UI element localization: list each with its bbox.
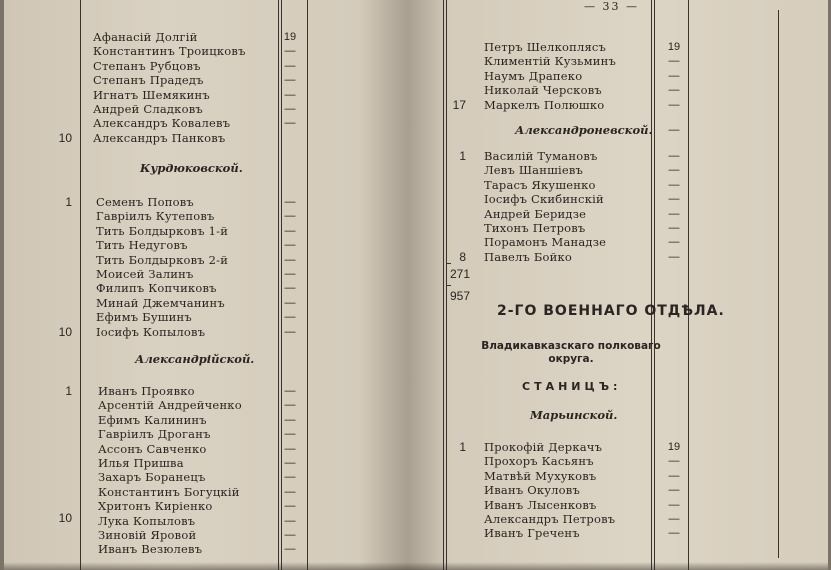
- person-name: Афанасій Долгій: [93, 30, 198, 44]
- subtotal-number: 8: [459, 249, 466, 264]
- column-rule: [443, 0, 444, 570]
- count-value: —: [284, 442, 296, 455]
- count-value: —: [668, 236, 680, 249]
- person-name: Минай Джемчанинъ: [96, 295, 225, 310]
- person-name: Прохоръ Касьянъ: [484, 454, 594, 469]
- person-name: Иванъ Греченъ: [484, 526, 580, 541]
- column-rule: [778, 10, 779, 558]
- person-name: Иванъ Везюлевъ: [98, 542, 203, 557]
- total-rule: [446, 285, 451, 286]
- first-number: 1: [459, 440, 466, 454]
- count-value: —: [668, 164, 680, 177]
- subtotal-number: 17: [452, 97, 466, 112]
- count-value: —: [668, 527, 680, 540]
- person-name: Филипъ Копчиковъ: [96, 281, 217, 296]
- person-name: Илья Пришва: [98, 456, 184, 470]
- count-value: —: [284, 413, 296, 426]
- count-value: —: [284, 385, 296, 397]
- count-value: —: [284, 103, 296, 115]
- person-name: Гавріилъ Дроганъ: [98, 427, 211, 442]
- count-value: —: [668, 150, 680, 162]
- person-name: Александръ Панковъ: [93, 130, 226, 145]
- right-page: [408, 0, 831, 570]
- person-name: Тить Болдырковъ 2-й: [96, 252, 229, 267]
- total-number: 957: [449, 289, 470, 303]
- count-value: —: [284, 268, 296, 280]
- person-name: Моисей Залинъ: [96, 267, 194, 281]
- person-name: Тихонъ Петровъ: [484, 221, 586, 235]
- stations-label: СТАНИЦЪ:: [522, 380, 622, 393]
- count-value: —: [284, 500, 296, 513]
- column-rule: [307, 0, 308, 570]
- count-value: —: [668, 55, 680, 68]
- person-name: Гавріилъ Кутеповъ: [96, 209, 215, 224]
- count-value: —: [284, 45, 296, 58]
- person-name: Николай Черсковъ: [484, 83, 602, 98]
- person-name: Левъ Шаншіевъ: [484, 163, 584, 178]
- subtotal-number: 10: [58, 130, 72, 145]
- total-number: 271: [449, 267, 470, 281]
- subtotal-number: 10: [58, 511, 72, 525]
- person-name: Константинъ Троицковъ: [93, 44, 246, 59]
- person-name: Наумъ Драпеко: [484, 68, 583, 83]
- count-value: —: [668, 250, 680, 263]
- count-value: —: [284, 457, 296, 469]
- count-value: —: [284, 239, 296, 252]
- person-name: Тить Недуговъ: [96, 238, 188, 253]
- column-rule: [80, 0, 81, 570]
- count-value: —: [668, 193, 680, 206]
- count-value: —: [284, 196, 296, 208]
- count-value: —: [668, 455, 680, 468]
- person-name: Андрей Беридзе: [484, 206, 587, 221]
- count-value: —: [284, 253, 296, 266]
- section-subtitle-line2: округа.: [548, 353, 594, 365]
- page-number: — 33 —: [584, 0, 639, 13]
- count-value: —: [668, 484, 680, 497]
- person-name: Маркелъ Полюшко: [484, 97, 605, 112]
- person-name: Иванъ Проявко: [98, 384, 195, 398]
- person-name: Тить Болдырковъ 1-й: [96, 223, 229, 238]
- count-value: —: [668, 69, 680, 82]
- count-value: 19: [667, 41, 681, 53]
- person-name: Зиновій Яровой: [98, 528, 197, 542]
- count-value: —: [668, 513, 680, 525]
- person-name: Хритонъ Кирiенко: [98, 499, 213, 514]
- count-value: 19: [667, 441, 681, 453]
- person-name: Павелъ Бойко: [484, 249, 572, 264]
- person-name: Захаръ Боранецъ: [98, 470, 206, 485]
- section-title: 2-ГО ВОЕННАГО ОТДѢЛА.: [497, 303, 725, 319]
- stanitsa-heading-marinskaya: Марьинской.: [530, 408, 618, 422]
- count-value: —: [284, 74, 296, 87]
- person-name: Ефимъ Калининъ: [98, 412, 207, 427]
- person-name: Семенъ Поповъ: [96, 195, 194, 209]
- count-value: —: [284, 514, 296, 527]
- count-value: —: [284, 282, 296, 295]
- column-rule: [688, 0, 689, 570]
- column-rule: [651, 0, 652, 570]
- person-name: Порамонъ Манадзе: [484, 235, 607, 250]
- subtotal-number: 10: [58, 324, 72, 339]
- count-value: —: [284, 543, 296, 556]
- person-name: Ефимъ Бушинъ: [96, 310, 192, 325]
- count-value: —: [284, 224, 296, 237]
- person-name: Иванъ Лысенковъ: [484, 497, 597, 512]
- person-name: Иванъ Окуловъ: [484, 483, 580, 498]
- count-value: —: [284, 325, 296, 338]
- count-value: —: [284, 399, 296, 412]
- stanitsa-heading-kurdyukovskaya: Курдюковской.: [140, 161, 243, 175]
- column-rule: [654, 0, 655, 570]
- person-name: Іосифъ Скибинскій: [484, 192, 604, 207]
- person-name: Лука Копыловъ: [98, 513, 196, 528]
- person-name: Андрей Сладковъ: [93, 102, 203, 116]
- count-value: —: [284, 485, 296, 498]
- count-value: —: [284, 88, 296, 101]
- count-value: —: [668, 98, 680, 111]
- person-name: Арсентій Андрейченко: [98, 398, 242, 413]
- section-subtitle-line1: Владикавказскаго полковаго: [481, 340, 661, 352]
- count-value: —: [668, 178, 680, 191]
- count-value: —: [284, 210, 296, 223]
- count-value: —: [668, 498, 680, 511]
- person-name: Игнатъ Шемякинъ: [93, 87, 210, 102]
- count-value: 19: [283, 31, 297, 43]
- first-number: 1: [65, 384, 72, 398]
- person-name: Климентій Кузьминъ: [484, 54, 617, 69]
- count-value: —: [668, 222, 680, 234]
- person-name: Александръ Петровъ: [484, 512, 616, 526]
- person-name: Тарасъ Якушенко: [484, 177, 596, 192]
- first-number: 1: [459, 149, 466, 163]
- count-value: —: [284, 471, 296, 484]
- person-name: Петръ Шелкоплясъ: [484, 40, 607, 54]
- stanitsa-heading-aleksandronevskaya: Александроневской.: [515, 123, 653, 137]
- stanitsa-heading-aleksandriyskaya: Александрійской.: [135, 352, 255, 366]
- count-value: —: [284, 428, 296, 441]
- count-value: —: [668, 207, 680, 220]
- person-name: Прокофій Деркачъ: [484, 440, 603, 454]
- count-value: —: [284, 529, 296, 541]
- first-number: 1: [65, 195, 72, 209]
- person-name: Степанъ Рубцовъ: [93, 58, 201, 73]
- person-name: Константинъ Богуцкій: [98, 484, 240, 499]
- count-value: —: [284, 311, 296, 324]
- person-name: Василій Тумановъ: [484, 149, 598, 163]
- person-name: Степанъ Прадедъ: [93, 73, 204, 88]
- person-name: Александръ Ковалевъ: [93, 116, 231, 131]
- count-value: —: [284, 117, 296, 130]
- person-name: Ассонъ Савченко: [98, 441, 207, 456]
- count-value: —: [668, 124, 680, 136]
- count-value: —: [668, 469, 680, 482]
- count-value: —: [284, 296, 296, 309]
- count-value: —: [284, 59, 296, 72]
- person-name: Матвѣй Мухуковъ: [484, 468, 597, 483]
- count-value: —: [668, 84, 680, 97]
- person-name: Іосифъ Копыловъ: [96, 324, 206, 339]
